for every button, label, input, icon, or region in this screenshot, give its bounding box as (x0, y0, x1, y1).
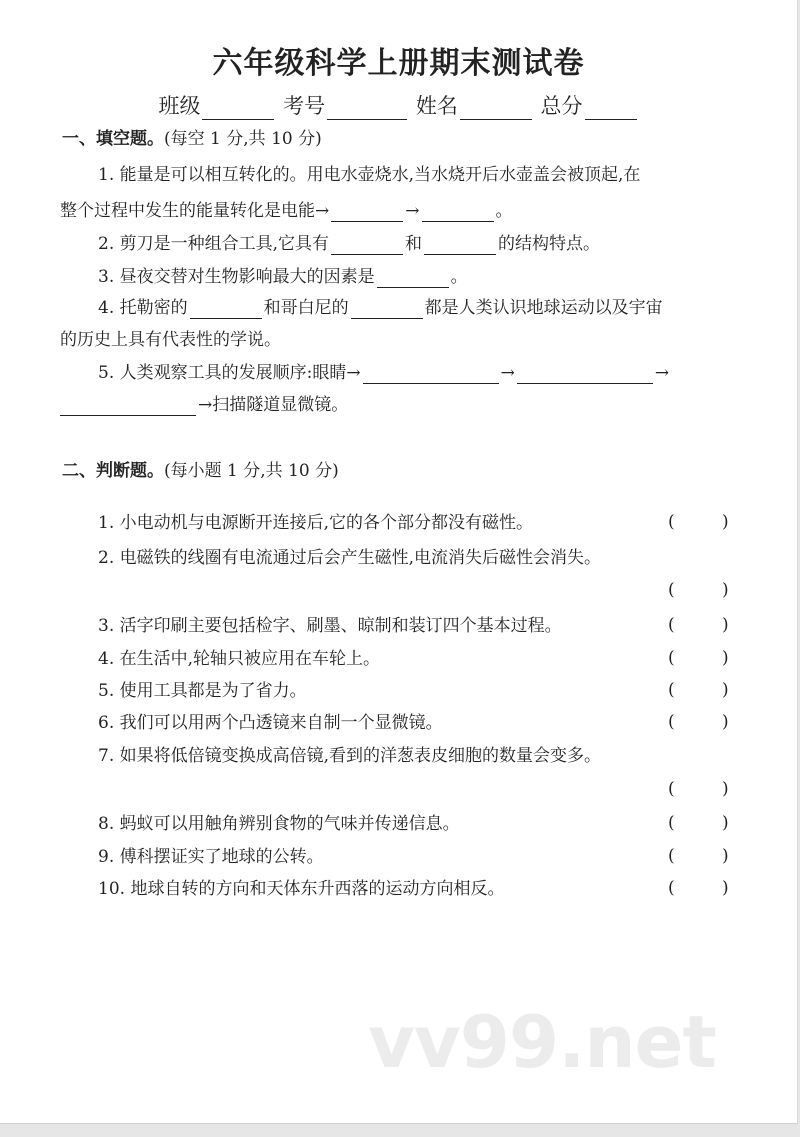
judgement-item: 2. 电磁铁的线圈有电流通过后会产生磁性,电流消失后磁性会消失。 (98, 548, 602, 568)
q5-blank-2[interactable] (517, 365, 653, 384)
q1-blank-1[interactable] (331, 203, 403, 222)
watermark: vv99.net (368, 1000, 716, 1084)
q2-blank-1[interactable] (331, 236, 403, 255)
answer-slot[interactable] (682, 615, 722, 637)
answer-paren-close: ) (722, 580, 729, 600)
answer-paren-open: ( (668, 779, 675, 799)
judgement-item: 4. 在生活中,轮轴只被应用在车轮上。 (98, 649, 381, 669)
judgement-item: 6. 我们可以用两个凸透镜来自制一个显微镜。 (98, 713, 443, 733)
answer-slot[interactable] (682, 813, 722, 835)
exam-title: 六年级科学上册期末测试卷 (212, 46, 585, 81)
q2-blank-2[interactable] (424, 236, 496, 255)
q5-line2: →扫描隧道显微镜。 (60, 394, 348, 416)
score-label: 总分 (540, 94, 583, 118)
judgement-item: 3. 活字印刷主要包括检字、刷墨、晾制和装订四个基本过程。 (98, 616, 562, 636)
judgement-item: 7. 如果将低倍镜变换成高倍镜,看到的洋葱表皮细胞的数量会变多。 (98, 746, 602, 766)
q5-blank-1[interactable] (363, 365, 499, 384)
score-blank[interactable] (585, 101, 637, 120)
exam-no-blank[interactable] (327, 101, 407, 120)
answer-paren-open: ( (668, 712, 675, 732)
answer-paren-close: ) (722, 779, 729, 799)
q1-blank-2[interactable] (422, 203, 494, 222)
q3: 3. 昼夜交替对生物影响最大的因素是 。 (98, 267, 468, 287)
answer-paren-open: ( (668, 878, 675, 898)
class-blank[interactable] (202, 101, 274, 120)
q4-blank-2[interactable] (351, 300, 423, 319)
answer-paren-open: ( (668, 680, 675, 700)
answer-paren-open: ( (668, 615, 675, 635)
answer-slot[interactable] (682, 878, 722, 900)
answer-slot[interactable] (682, 512, 722, 534)
answer-paren-close: ) (722, 813, 729, 833)
answer-slot[interactable] (682, 648, 722, 670)
student-info-line (0, 90, 797, 120)
q3-blank[interactable] (377, 269, 449, 288)
judgement-item: 10. 地球自转的方向和天体东升西落的运动方向相反。 (98, 879, 505, 899)
exam-no-label: 考号 (283, 94, 326, 118)
answer-slot[interactable] (682, 580, 722, 602)
name-label: 姓名 (415, 94, 458, 118)
answer-paren-close: ) (722, 846, 729, 866)
answer-paren-open: ( (668, 512, 675, 532)
answer-slot[interactable] (682, 846, 722, 868)
answer-paren-close: ) (722, 680, 729, 700)
q4-line1: 4. 托勒密的 和哥白尼的 都是人类认识地球运动以及宇宙 (98, 298, 663, 318)
judgement-item: 1. 小电动机与电源断开连接后,它的各个部分都没有磁性。 (98, 513, 534, 533)
answer-slot[interactable] (682, 779, 722, 801)
answer-paren-close: ) (722, 615, 729, 635)
section2-heading: 二、判断题。(每小题 1 分,共 10 分) (62, 461, 339, 481)
judgement-item: 8. 蚂蚁可以用触角辨别食物的气味并传递信息。 (98, 814, 460, 834)
class-label: 班级 (158, 94, 201, 118)
answer-paren-open: ( (668, 846, 675, 866)
answer-slot[interactable] (682, 712, 722, 734)
answer-paren-open: ( (668, 580, 675, 600)
answer-slot[interactable] (682, 680, 722, 702)
name-blank[interactable] (460, 101, 532, 120)
answer-paren-close: ) (722, 512, 729, 532)
q5-line1: 5. 人类观察工具的发展顺序:眼睛→ → → (98, 363, 670, 383)
answer-paren-close: ) (722, 712, 729, 732)
section1-heading: 一、填空题。(每空 1 分,共 10 分) (62, 129, 322, 149)
answer-paren-open: ( (668, 648, 675, 668)
q2: 2. 剪刀是一种组合工具,它具有 和 的结构特点。 (98, 234, 601, 254)
q1-line1: 1. 能量是可以相互转化的。用电水壶烧水,当水烧开后水壶盖会被顶起,在 (98, 165, 641, 185)
q5-blank-3[interactable] (60, 397, 196, 416)
judgement-item: 9. 傅科摆证实了地球的公转。 (98, 847, 324, 867)
answer-paren-close: ) (722, 648, 729, 668)
q4-blank-1[interactable] (190, 300, 262, 319)
q1-line2: 整个过程中发生的能量转化是电能→ → 。 (60, 201, 513, 221)
judgement-item: 5. 使用工具都是为了省力。 (98, 681, 307, 701)
q4-line2: 的历史上具有代表性的学说。 (60, 330, 281, 350)
answer-paren-close: ) (722, 878, 729, 898)
answer-paren-open: ( (668, 813, 675, 833)
